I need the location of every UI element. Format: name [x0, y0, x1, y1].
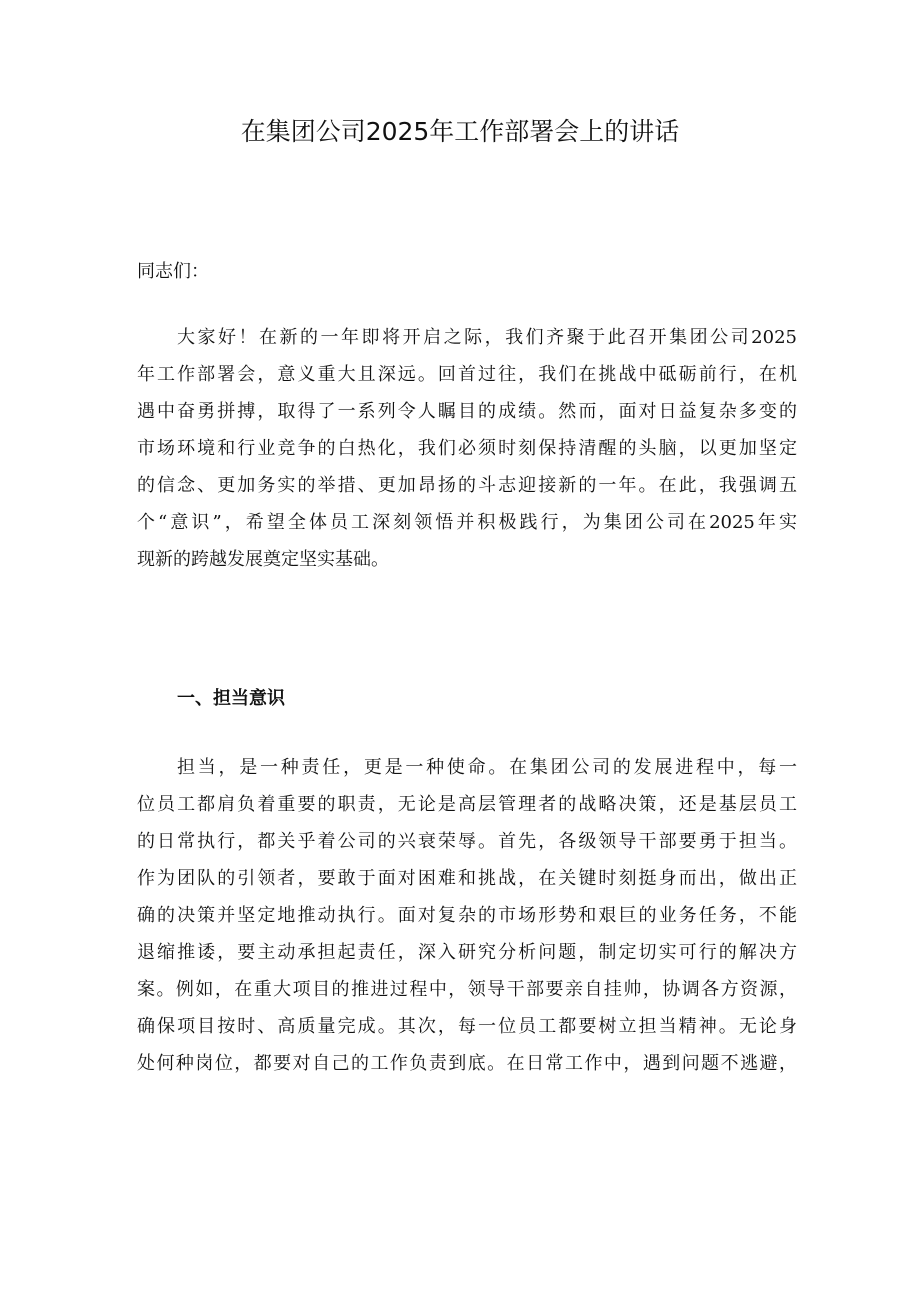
document-title: 在集团公司2025年工作部署会上的讲话 [240, 117, 680, 146]
paragraph-line: 担当，是一种责任，更是一种使命。在集团公司的发展进程中，每一 [177, 757, 797, 778]
section-paragraph [137, 749, 797, 1082]
paragraph-line: 的日常执行，都关乎着公司的兴衰荣辱。首先，各级领导干部要勇于担当。 [137, 831, 797, 852]
paragraph-line: 的信念、更加务实的举措、更加昂扬的斗志迎接新的一年。在此，我强调五 [137, 475, 797, 496]
paragraph-line: 大家好！在新的一年即将开启之际，我们齐聚于此召开集团公司2025 [177, 327, 797, 348]
paragraph-line: 市场环境和行业竞争的白热化，我们必须时刻保持清醒的头脑，以更加坚定 [137, 438, 797, 459]
paragraph-line: 遇中奋勇拼搏，取得了一系列令人瞩目的成绩。然而，面对日益复杂多变的 [137, 401, 797, 422]
paragraph-line: 年工作部署会，意义重大且深远。回首过往，我们在挑战中砥砺前行，在机 [137, 364, 797, 385]
paragraph-line: 确的决策并坚定地推动执行。面对复杂的市场形势和艰巨的业务任务，不能 [137, 905, 797, 926]
paragraph-line: 现新的跨越发展奠定坚实基础。 [137, 549, 389, 570]
paragraph-line: 位员工都肩负着重要的职责，无论是高层管理者的战略决策，还是基层员工 [137, 794, 797, 815]
intro-paragraph [137, 319, 797, 578]
paragraph-line: 退缩推诿，要主动承担起责任，深入研究分析问题，制定切实可行的解决方 [137, 942, 797, 963]
paragraph-line: 处何种岗位，都要对自己的工作负责到底。在日常工作中，遇到问题不逃避， [137, 1053, 797, 1074]
paragraph-line: 案。例如，在重大项目的推进过程中，领导干部要亲自挂帅，协调各方资源， [137, 979, 797, 1000]
paragraph-line: 作为团队的引领者，要敢于面对困难和挑战，在关键时刻挺身而出，做出正 [137, 868, 797, 889]
paragraph-line: 个“意识”，希望全体员工深刻领悟并积极践行，为集团公司在2025年实 [137, 512, 797, 533]
salutation: 同志们： [137, 261, 209, 282]
section-heading: 一、担当意识 [177, 688, 285, 709]
paragraph-line: 确保项目按时、高质量完成。其次，每一位员工都要树立担当精神。无论身 [137, 1016, 797, 1037]
